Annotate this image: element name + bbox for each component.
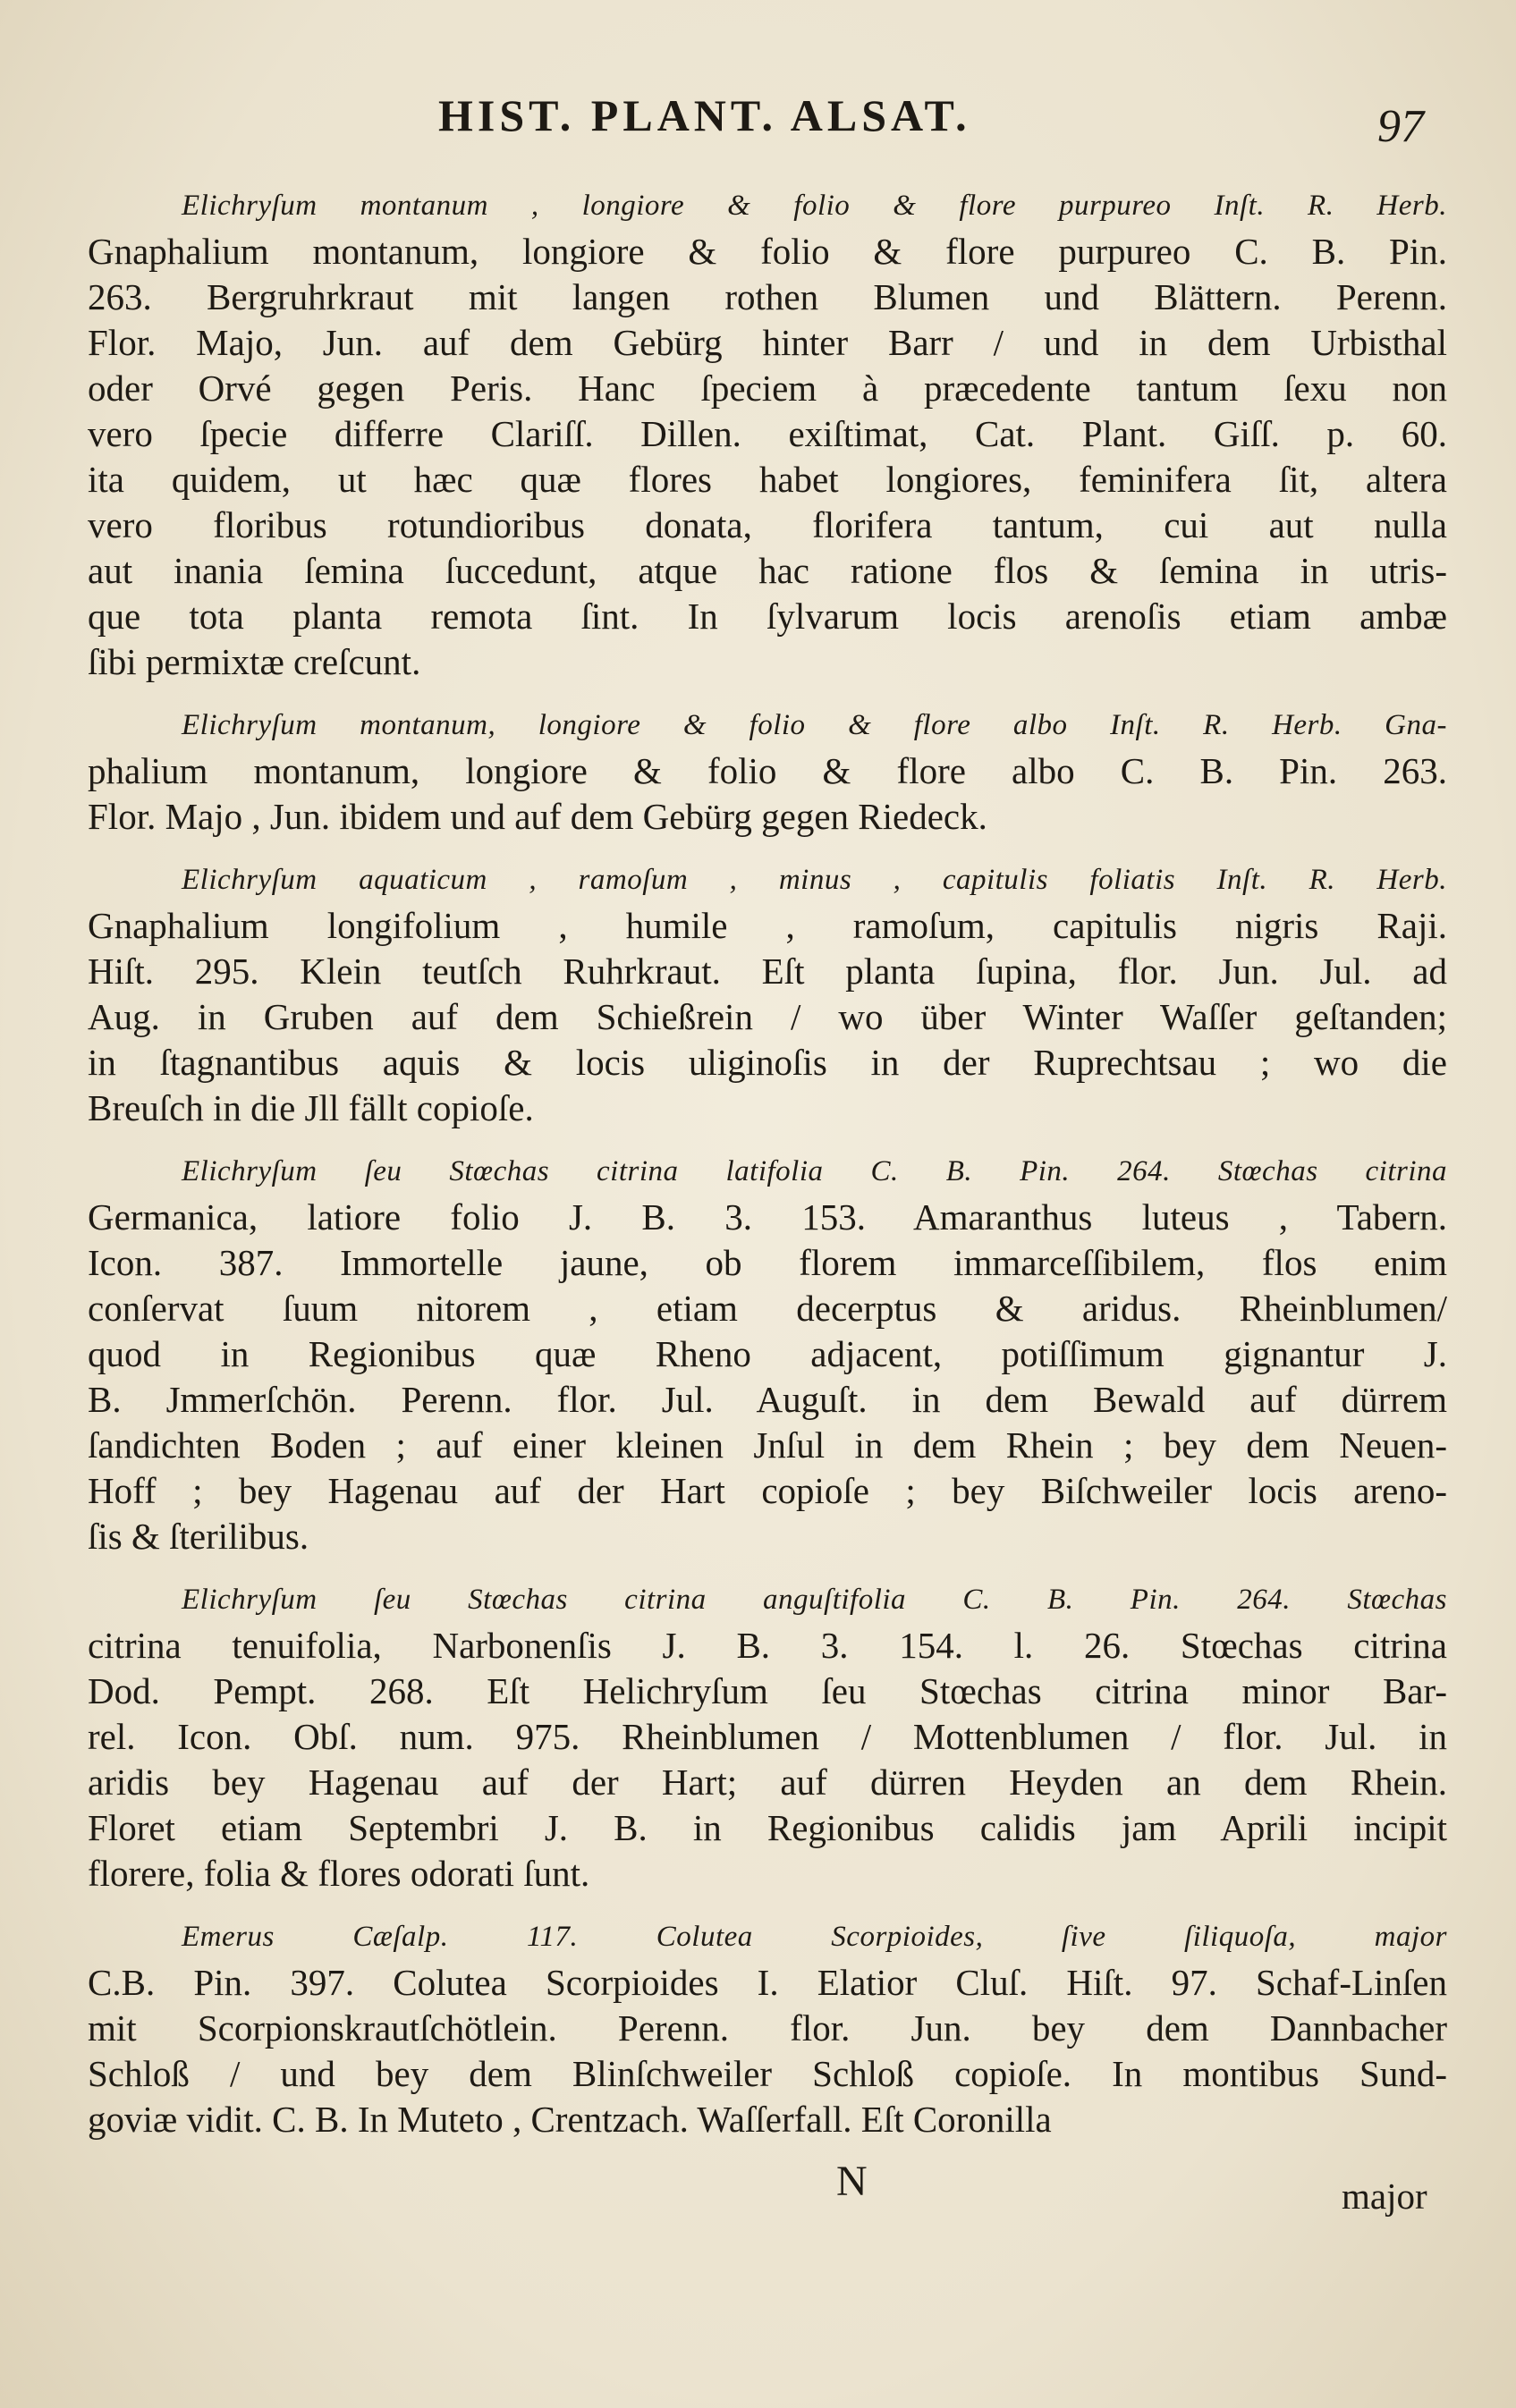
plant-entry: [88, 1577, 1447, 1897]
entry-text-line: Flor. Majo, Jun. auf dem Gebürg hinter Barr / und in dem Urbisthal: [88, 322, 1447, 363]
page-body: [88, 183, 1447, 2142]
entry-text-line: 263. Bergruhrkraut mit langen rothen Blumen und Blättern. Perenn.: [88, 276, 1447, 317]
entry-text-line: goviæ vidit. C. B. In Muteto , Crentzach. Waſſerfall. Eſt Coronilla: [88, 2099, 1052, 2140]
entry-text-line: Floret etiam Septembri J. B. in Regionibus calidis jam Aprili incipit: [88, 1807, 1447, 1848]
entry-text-line: Flor. Majo , Jun. ibidem und auf dem Gebürg gegen Riedeck.: [88, 796, 987, 837]
entry-text-line: Gnaphalium longifolium , humile , ramoſum, capitulis nigris Raji.: [88, 905, 1447, 946]
entry-heading-line: Elichryſum ſeu Stœchas citrina latifolia C. B. Pin. 264. Stœchas citrina: [182, 1155, 1447, 1187]
entry-text-line: phalium montanum, longiore & folio & flore albo C. B. Pin. 263.: [88, 750, 1447, 791]
entry-text-line: Schloß / und bey dem Blinſchweiler Schloß copioſe. In montibus Sund-: [88, 2053, 1447, 2094]
entry-text-line: Breuſch in die Jll fällt copioſe.: [88, 1087, 534, 1128]
entry-text-line: oder Orvé gegen Peris. Hanc ſpeciem à præcedente tantum ſexu non: [88, 368, 1447, 409]
entry-text-line: ſibi permixtæ creſcunt.: [88, 641, 421, 682]
entry-text-line: vero ſpecie differre Clariſſ. Dillen. exiſtimat, Cat. Plant. Giſſ. p. 60.: [88, 413, 1447, 454]
plant-entry: [88, 183, 1447, 685]
signature-mark: N: [836, 2158, 868, 2205]
plant-entry: [88, 703, 1447, 840]
entry-text-line: Hiſt. 295. Klein teutſch Ruhrkraut. Eſt planta ſupina, flor. Jun. Jul. ad: [88, 951, 1447, 992]
entry-text-line: Gnaphalium montanum, longiore & folio & flore purpureo C. B. Pin.: [88, 231, 1447, 272]
entry-heading-line: Emerus Cæſalp. 117. Colutea Scorpioides, ſive ſiliquoſa, major: [182, 1921, 1447, 1953]
entry-text-line: que tota planta remota ſint. In ſylvarum locis arenoſis etiam ambæ: [88, 596, 1447, 637]
entry-text-line: ſis & ſterilibus.: [88, 1516, 309, 1557]
plant-entry: [88, 1914, 1447, 2142]
page-number: 97: [1377, 101, 1424, 152]
entry-text-line: Icon. 387. Immortelle jaune, ob florem immarceſſibilem, flos enim: [88, 1242, 1447, 1283]
entry-text-line: mit Scorpionskrautſchötlein. Perenn. flor. Jun. bey dem Dannbacher: [88, 2007, 1447, 2049]
plant-entry: [88, 1149, 1447, 1559]
plant-entry: [88, 858, 1447, 1131]
entry-text-line: ita quidem, ut hæc quæ flores habet longiores, feminifera ſit, altera: [88, 459, 1447, 500]
entry-heading-line: Elichryſum montanum , longiore & folio & flore purpureo Inſt. R. Herb.: [182, 190, 1447, 222]
entry-text-line: conſervat ſuum nitorem , etiam decerptus & aridus. Rheinblumen/: [88, 1288, 1447, 1329]
entry-text-line: ſandichten Boden ; auf einer kleinen Jnſul in dem Rhein ; bey dem Neuen-: [88, 1424, 1447, 1466]
entry-heading-line: Elichryſum aquaticum , ramoſum , minus , capitulis foliatis Inſt. R. Herb.: [182, 864, 1447, 896]
entry-text-line: citrina tenuifolia, Narbonenſis J. B. 3. 154. l. 26. Stœchas citrina: [88, 1625, 1447, 1666]
entry-text-line: Hoff ; bey Hagenau auf der Hart copioſe ; bey Biſchweiler locis areno-: [88, 1470, 1447, 1511]
entry-text-line: in ſtagnantibus aquis & locis uliginoſis in der Ruprechtsau ; wo die: [88, 1042, 1447, 1083]
entry-text-line: rel. Icon. Obſ. num. 975. Rheinblumen / Mottenblumen / flor. Jul. in: [88, 1716, 1447, 1757]
entry-heading-line: Elichryſum montanum, longiore & folio & flore albo Inſt. R. Herb. Gna-: [182, 709, 1447, 741]
entry-text-line: aridis bey Hagenau auf der Hart; auf dürren Heyden an dem Rhein.: [88, 1762, 1447, 1803]
entry-text-line: quod in Regionibus quæ Rheno adjacent, potiſſimum gignantur J.: [88, 1333, 1447, 1374]
entry-text-line: florere, folia & flores odorati ſunt.: [88, 1853, 590, 1894]
catchword: major: [1342, 2176, 1427, 2217]
entry-text-line: B. Jmmerſchön. Perenn. flor. Jul. Auguſt. in dem Bewald auf dürrem: [88, 1379, 1447, 1420]
entry-text-line: C.B. Pin. 397. Colutea Scorpioides I. Elatior Cluſ. Hiſt. 97. Schaf-Linſen: [88, 1962, 1447, 2003]
entry-text-line: vero floribus rotundioribus donata, florifera tantum, cui aut nulla: [88, 504, 1447, 545]
entry-text-line: aut inania ſemina ſuccedunt, atque hac ratione flos & ſemina in utris-: [88, 550, 1447, 591]
entry-text-line: Aug. in Gruben auf dem Schießrein / wo über Winter Waſſer geſtanden;: [88, 996, 1447, 1037]
entry-text-line: Germanica, latiore folio J. B. 3. 153. Amaranthus luteus , Tabern.: [88, 1196, 1447, 1238]
entry-text-line: Dod. Pempt. 268. Eſt Helichryſum ſeu Stœchas citrina minor Bar-: [88, 1670, 1447, 1711]
entry-heading-line: Elichryſum ſeu Stœchas citrina anguſtifolia C. B. Pin. 264. Stœchas: [182, 1584, 1447, 1616]
running-head: HIST. PLANT. ALSAT.: [438, 90, 971, 140]
